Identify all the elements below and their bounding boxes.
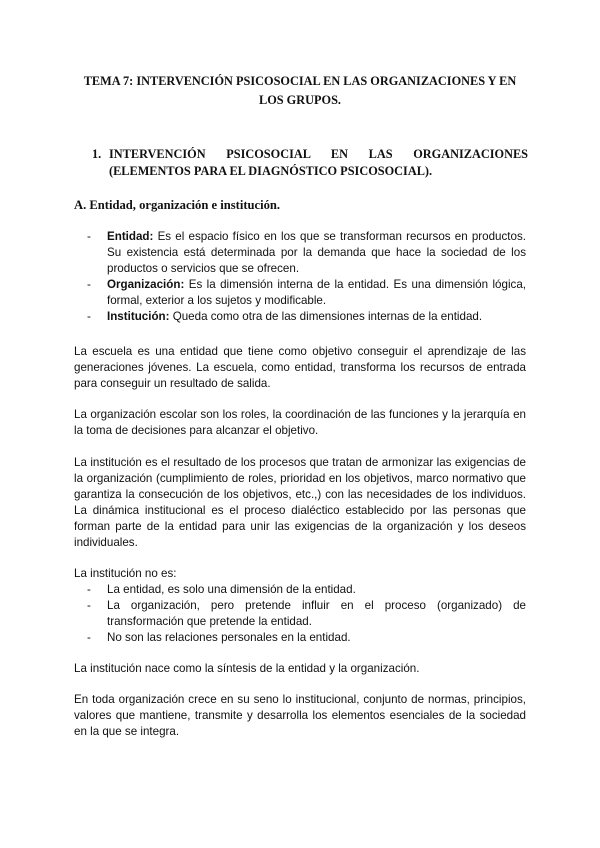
paragraph: La organización escolar son los roles, la coordinación de las funciones y la jerarquía en la toma de decisiones para alcanzar el objetivo. (74, 408, 526, 437)
paragraph: La institución es el resultado de los procesos que tratan de armonizar las exigencias de la organización (cumplimiento de roles, prioridad en los objetivos, marco normativo que garantiza la consecución de los objetivos, etc.,) con las necesidades de los individuos. La dinámica institucional es el proceso dialéctico establecido por las personas que forman parte de la entidad para unir las exigencias de la organización y los deseos individuales. (74, 456, 526, 549)
definition-term: Entidad: (107, 230, 154, 243)
section-title: INTERVENCIÓN PSICOSOCIAL EN LAS ORGANIZACIONES (ELEMENTOS PARA EL DIAGNÓSTICO PSICOSOCIAL). (109, 147, 528, 178)
list-item (74, 630, 526, 646)
definition-term: Organización: (107, 278, 185, 291)
paragraph: La institución no es: (74, 567, 177, 580)
list-item (74, 582, 526, 598)
list-item (74, 277, 526, 309)
list-dash: - (87, 599, 91, 612)
list-item (74, 309, 526, 325)
paragraph: En toda organización crece en su seno lo institucional, conjunto de normas, principios, valores que mantiene, transmite y desarrolla los elementos esenciales de la sociedad en la que se integra. (74, 693, 526, 738)
list-item (74, 229, 526, 277)
paragraph: La escuela es una entidad que tiene como objetivo conseguir el aprendizaje de las generaciones jóvenes. La escuela, como entidad, transforma los recursos de entrada para conseguir un resultado de salida. (74, 345, 526, 390)
list-item (74, 598, 526, 630)
document-title: TEMA 7: INTERVENCIÓN PSICOSOCIAL EN LAS ORGANIZACIONES Y EN LOS GRUPOS. (83, 74, 517, 107)
subsection-heading: A. Entidad, organización e institución. (74, 198, 281, 212)
section-number: 1. (92, 147, 102, 161)
list-dash: - (87, 631, 91, 644)
not-institution-list (74, 582, 526, 646)
paragraph: La institución nace como la síntesis de la entidad y la organización. (74, 662, 420, 675)
definition-text: Es la dimensión interna de la entidad. Es una dimensión lógica, formal, exterior a los sujetos y modificable. (107, 278, 526, 307)
list-item-text: La organización, pero pretende influir en el proceso (organizado) de transformación que pretende la entidad. (107, 599, 526, 628)
definition-term: Institución: (107, 310, 170, 323)
definition-text: Queda como otra de las dimensiones internas de la entidad. (169, 310, 483, 323)
list-item-text: No son las relaciones personales en la entidad. (107, 631, 351, 644)
list-dash: - (87, 310, 91, 323)
list-dash: - (87, 583, 91, 596)
list-item-text: La entidad, es solo una dimensión de la entidad. (107, 583, 356, 596)
section-heading (92, 146, 528, 180)
definitions-list (74, 229, 526, 325)
list-dash: - (87, 278, 91, 291)
definition-text: Es el espacio físico en los que se transforman recursos en productos. Su existencia está determinada por la demanda que hace la sociedad de los productos o servicios que se ofrecen. (107, 230, 526, 275)
list-dash: - (87, 230, 91, 243)
